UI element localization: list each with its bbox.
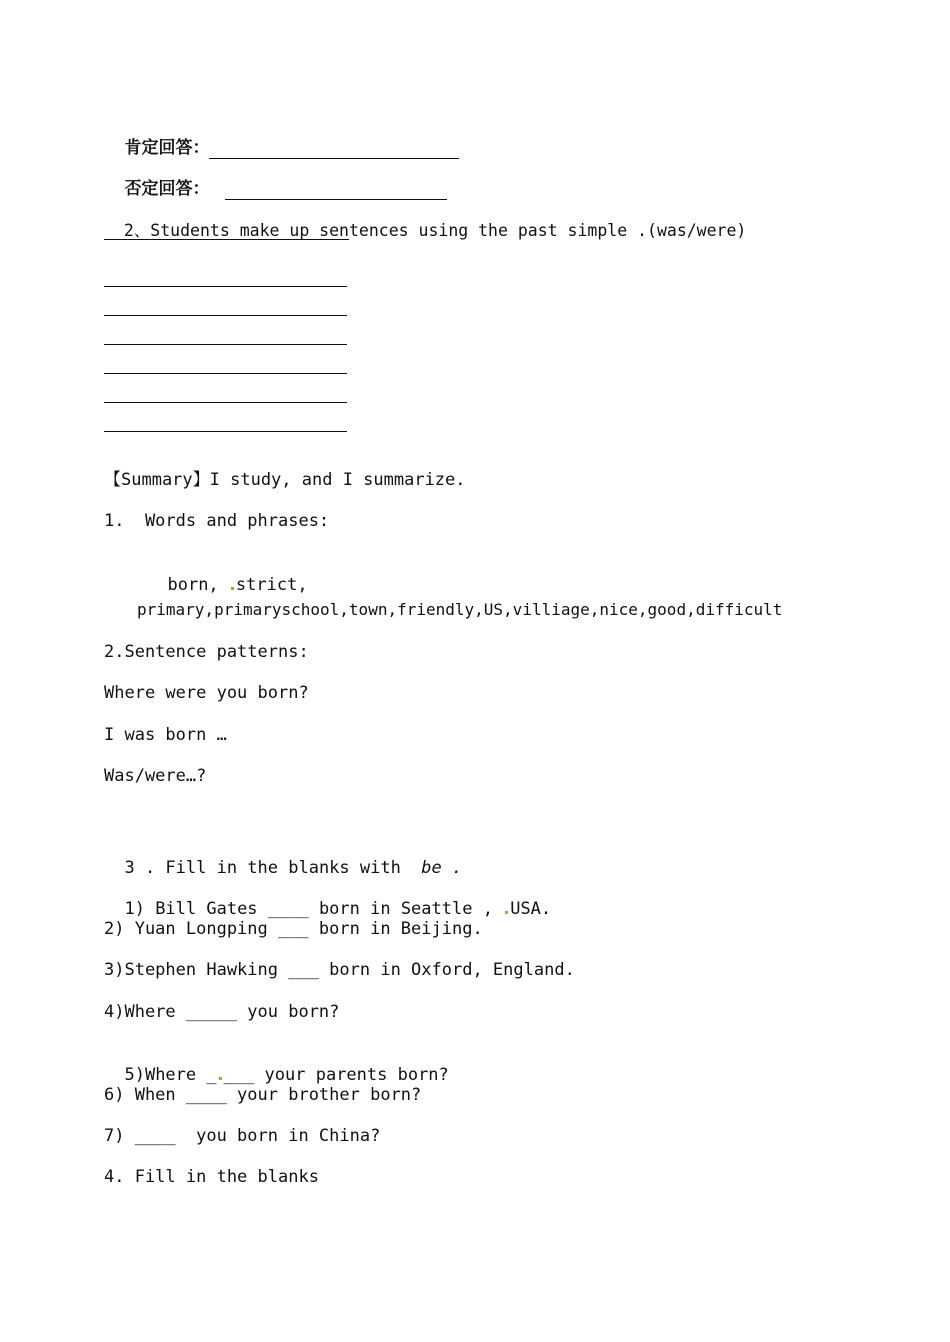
words-line-1-a: born, [167,575,229,595]
exercise4-heading: 4. Fill in the blanks [104,1167,319,1187]
exercise3-item-tail: ___ your parents born? [223,1065,449,1085]
negative-answer-row [104,156,447,200]
answer-line[interactable] [104,402,347,403]
speck-mark [505,911,508,914]
exercise3-item: 6) When ____ your brother born? [104,1085,422,1105]
answer-line[interactable] [104,373,347,374]
exercise3-item: 7) ____ you born in China? [104,1126,381,1146]
pattern-item: I was born … [104,725,227,745]
words-line-2: primary,primaryschool,town,friendly,US,villiage,nice,good,difficult [137,600,783,619]
pattern-item: Where were you born? [104,683,309,703]
answer-line[interactable] [104,239,349,240]
task2-text: 2、Students make up sentences using the past simple [123,221,638,240]
task2-instruction [104,198,746,242]
exercise3-heading-word: be . [421,858,463,878]
positive-answer-row [104,115,459,159]
exercise3-item: 2) Yuan Longping ___ born in Beijing. [104,919,483,939]
negative-answer-label: 否定回答： [124,179,210,199]
positive-answer-label: 肯定回答： [124,138,210,158]
exercise3-heading-text: 3 . Fill in the blanks with [124,858,422,878]
answer-line[interactable] [104,431,347,432]
exercise3-item: 3)Stephen Hawking ___ born in Oxford, England. [104,960,575,980]
speck-mark [231,587,234,590]
exercise3-item [104,1042,449,1086]
answer-line[interactable] [104,344,347,345]
patterns-heading: 2.Sentence patterns: [104,642,309,662]
words-line-1 [147,552,308,596]
exercise3-item [104,876,551,920]
speck-mark [219,1077,222,1080]
exercise3-item-text: 5)Where _ [124,1065,217,1085]
answer-line[interactable] [104,286,347,287]
summary-heading: 【Summary】I study, and I summarize. [104,470,466,490]
answer-line[interactable] [104,315,347,316]
exercise3-heading [104,835,462,879]
exercise3-item-tail: USA. [510,899,552,919]
exercise3-item: 4)Where _____ you born? [104,1002,340,1022]
words-heading: 1. Words and phrases: [104,511,330,531]
exercise3-item-text: 1) Bill Gates ____ born in Seattle , [124,899,504,919]
task2-suffix: .(was/were) [637,221,747,240]
words-line-1-b: strict, [235,575,308,595]
pattern-item: Was/were…? [104,766,207,786]
